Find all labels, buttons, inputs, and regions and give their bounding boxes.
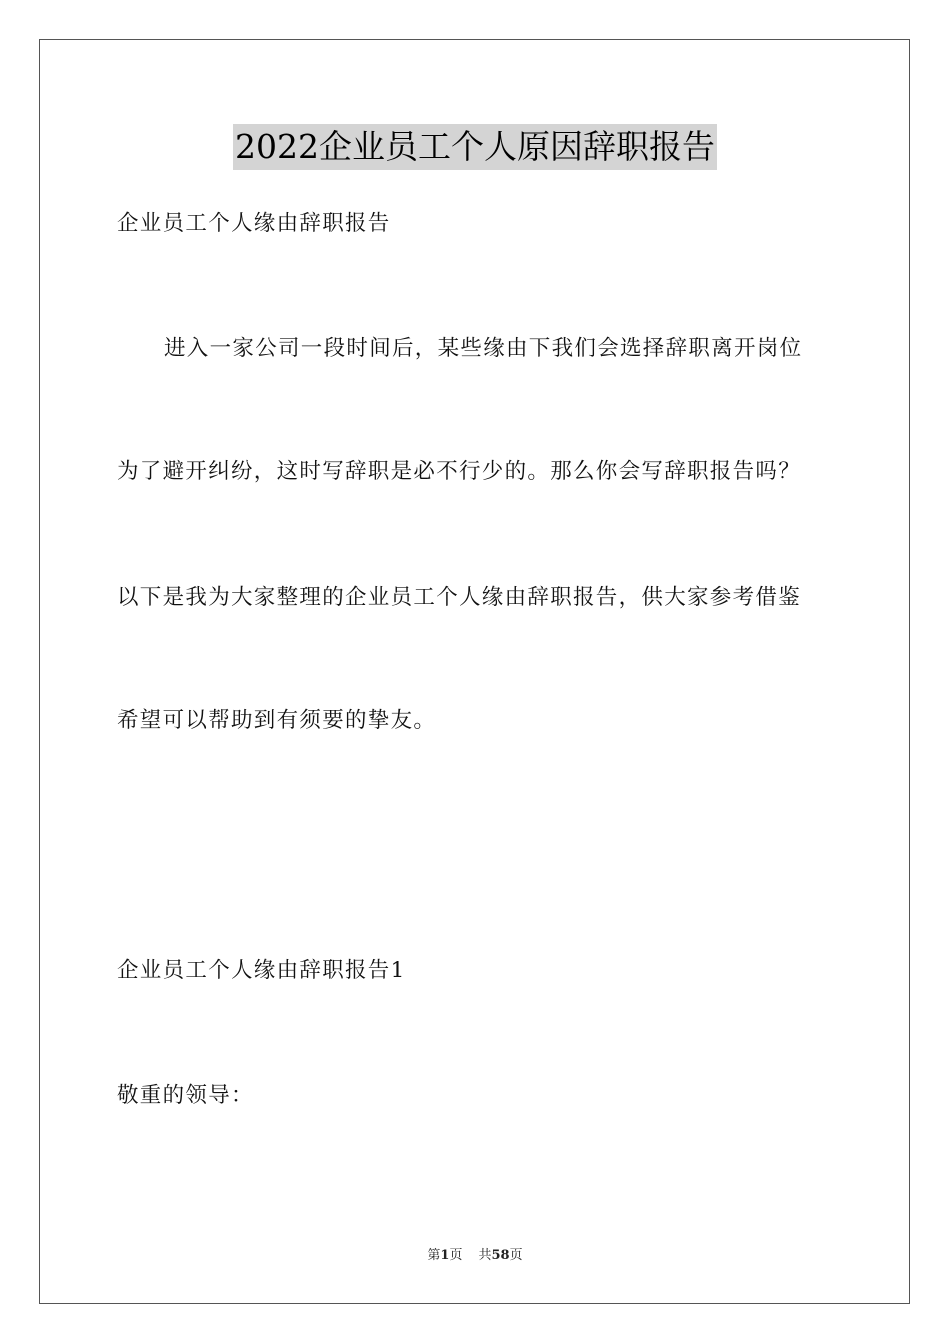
section-heading: 企业员工个人缘由辞职报告1 bbox=[117, 958, 406, 983]
total-pages: 58 bbox=[491, 1248, 510, 1263]
page-number: 1 bbox=[440, 1248, 450, 1263]
body-line-1: 进入一家公司一段时间后，某些缘由下我们会选择辞职离开岗位 bbox=[164, 336, 803, 361]
document-title: 2022企业员工个人原因辞职报告 bbox=[233, 124, 717, 170]
page-footer bbox=[0, 1247, 950, 1265]
page-suffix: 页 bbox=[449, 1248, 463, 1263]
page-prefix: 第 bbox=[427, 1248, 441, 1263]
subtitle-line: 企业员工个人缘由辞职报告 bbox=[117, 211, 391, 236]
salutation-line: 敬重的领导： bbox=[117, 1083, 254, 1108]
total-prefix: 共 bbox=[478, 1248, 492, 1263]
body-line-3: 以下是我为大家整理的企业员工个人缘由辞职报告，供大家参考借鉴 bbox=[117, 585, 802, 610]
title-container bbox=[0, 124, 950, 170]
body-line-2: 为了避开纠纷，这时写辞职是必不行少的。那么你会写辞职报告吗？ bbox=[117, 459, 802, 484]
body-line-4: 希望可以帮助到有须要的挚友。 bbox=[117, 708, 437, 733]
total-suffix: 页 bbox=[509, 1248, 523, 1263]
